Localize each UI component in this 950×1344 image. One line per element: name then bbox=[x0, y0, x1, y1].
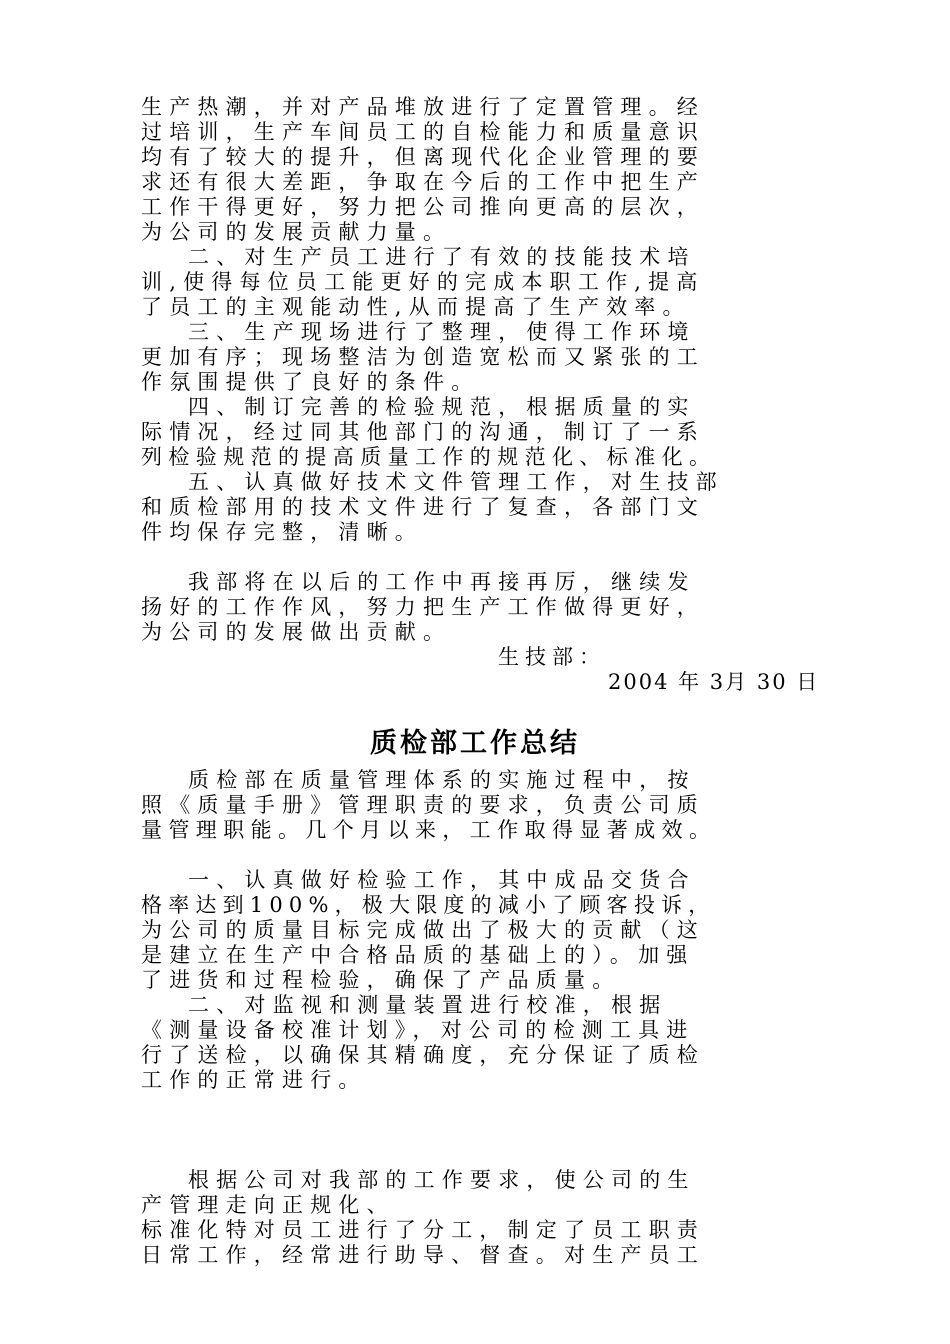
paragraph-line: 是建立在生产中合格品质的基础上的）。加强 bbox=[141, 943, 695, 967]
section-title: 质检部工作总结 bbox=[370, 728, 580, 759]
paragraph-line: 生产热潮，并对产品堆放进行了定置管理。经 bbox=[141, 95, 705, 119]
paragraph-line: 二、对监视和测量装置进行校准，根据 bbox=[188, 993, 668, 1017]
signature-department: 生技部： bbox=[498, 645, 606, 669]
paragraph-line: 根据公司对我部的工作要求，使公司的生 bbox=[188, 1168, 696, 1192]
paragraph-line: 为公司的发展贡献力量。 bbox=[141, 220, 452, 244]
paragraph-line: 扬好的工作作风，努力把生产工作做得更好， bbox=[141, 595, 705, 619]
paragraph-line: 五、认真做好技术文件管理工作，对生技部 bbox=[188, 470, 724, 494]
paragraph-line: 和质检部用的技术文件进行了复查，各部门文 bbox=[141, 495, 705, 519]
paragraph-line: 标准化特对员工进行了分工，制定了员工职责 bbox=[141, 1218, 705, 1242]
paragraph-line: 质检部在质量管理体系的实施过程中，按 bbox=[188, 768, 696, 792]
paragraph-line: 列检验规范的提高质量工作的规范化、标准化。 bbox=[141, 445, 717, 469]
paragraph-line: 三、生产现场进行了整理，使得工作环境 bbox=[188, 320, 696, 344]
paragraph-line: 件均保存完整，清晰。 bbox=[141, 520, 423, 544]
paragraph-line: 更加有序；现场整洁为创造宽松而又紧张的工 bbox=[141, 345, 705, 369]
paragraph-line: 为公司的质量目标完成做出了极大的贡献（这 bbox=[141, 918, 705, 942]
paragraph-line: 四、制订完善的检验规范，根据质量的实 bbox=[188, 395, 696, 419]
paragraph-line: 求还有很大差距，争取在今后的工作中把生产 bbox=[141, 170, 705, 194]
paragraph-line: 过培训，生产车间员工的自检能力和质量意识 bbox=[141, 120, 705, 144]
paragraph-line: 我部将在以后的工作中再接再厉，继续发 bbox=[188, 570, 696, 594]
paragraph-line: 产管理走向正规化、 bbox=[141, 1193, 395, 1217]
paragraph-line: 量管理职能。几个月以来，工作取得显著成效。 bbox=[141, 818, 717, 842]
paragraph-line: 一、认真做好检验工作，其中成品交货合 bbox=[188, 868, 696, 892]
paragraph-line: 工作的正常进行。 bbox=[141, 1068, 367, 1092]
paragraph-line: 照《质量手册》管理职责的要求，负责公司质 bbox=[141, 793, 705, 817]
paragraph-line: 行了送检，以确保其精确度，充分保证了质检 bbox=[141, 1043, 705, 1067]
paragraph-line: 训,使得每位员工能更好的完成本职工作,提高 bbox=[141, 270, 705, 294]
paragraph-line: 均有了较大的提升，但离现代化企业管理的要 bbox=[141, 145, 705, 169]
paragraph-line: 工作干得更好，努力把公司推向更高的层次， bbox=[141, 195, 705, 219]
paragraph-line: 为公司的发展做出贡献。 bbox=[141, 620, 452, 644]
paragraph-line: 《测量设备校准计划》，对公司的检测工具进 bbox=[141, 1018, 695, 1042]
paragraph-line: 了员工的主观能动性,从而提高了生产效率。 bbox=[141, 295, 691, 319]
paragraph-line: 际情况，经过同其他部门的沟通，制订了一系 bbox=[141, 420, 705, 444]
paragraph-line: 格率达到100%，极大限度的减小了顾客投诉， bbox=[141, 893, 716, 917]
paragraph-line: 了进货和过程检验，确保了产品质量。 bbox=[141, 968, 621, 992]
paragraph-line: 二、对生产员工进行了有效的技能技术培 bbox=[188, 245, 696, 269]
paragraph-line: 作氛围提供了良好的条件。 bbox=[141, 370, 480, 394]
signature-date: 2004 年 3月 30 日 bbox=[608, 670, 820, 694]
paragraph-line: 日常工作，经常进行助导、督查。对生产员工 bbox=[141, 1243, 705, 1267]
